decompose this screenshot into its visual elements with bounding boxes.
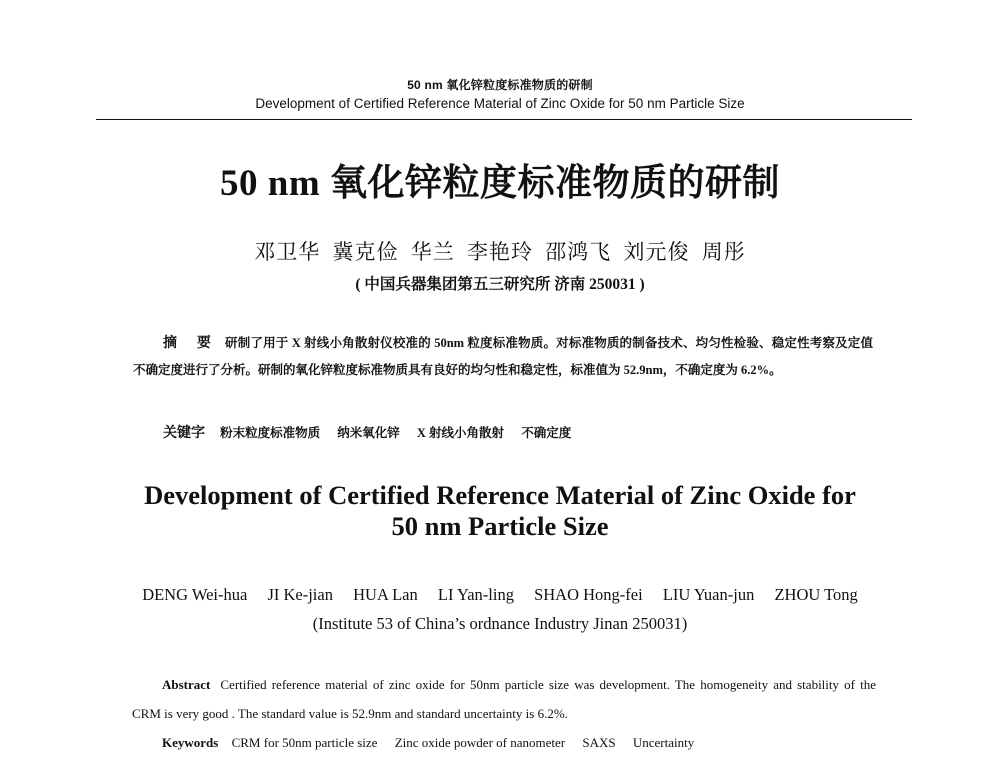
abstract-zh-label: 摘 要 bbox=[163, 336, 220, 351]
keyword-en: CRM for 50nm particle size bbox=[231, 735, 378, 750]
keyword-en: SAXS bbox=[582, 735, 616, 750]
keyword-zh: 不确定度 bbox=[521, 426, 572, 440]
abstract-en-label: Abstract bbox=[162, 677, 211, 692]
author-name: LI Yan-ling bbox=[437, 585, 514, 604]
paper-title-zh: 50 nm 氧化锌粒度标准物质的研制 bbox=[220, 163, 780, 204]
authors-en bbox=[0, 585, 1000, 605]
paper-title-en-line2: 50 nm Particle Size bbox=[391, 511, 609, 541]
author-name: DENG Wei-hua bbox=[142, 585, 248, 604]
abstract-zh bbox=[133, 330, 873, 384]
authors-zh: 邓卫华 冀克俭 华兰 李艳玲 邵鸿飞 刘元俊 周彤 bbox=[254, 240, 746, 264]
author-name: ZHOU Tong bbox=[774, 585, 858, 604]
keyword-zh: X 射线小角散射 bbox=[416, 426, 505, 440]
header-rule bbox=[96, 119, 912, 120]
abstract-en bbox=[132, 670, 876, 728]
author-name: SHAO Hong-fei bbox=[534, 585, 643, 604]
affiliation-en: (Institute 53 of China’s ordnance Industry Jinan 250031) bbox=[312, 614, 688, 633]
abstract-zh-text: 研制了用于 X 射线小角散射仪校准的 50nm 粒度标准物质。对标准物质的制备技术、均匀性检验、稳定性考察及定值不确定度进行了分析。研制的氧化锌粒度标准物质具有良好的均匀性和稳定性，标准值为 52.9nm，不确定度为 6.2%。 bbox=[133, 336, 873, 377]
paper-title-en bbox=[0, 480, 1000, 542]
keyword-zh: 粉末粒度标准物质 bbox=[220, 426, 321, 440]
keywords-zh bbox=[133, 420, 903, 447]
author-name: JI Ke-jian bbox=[267, 585, 333, 604]
paper-title-en-line1: Development of Certified Reference Material of Zinc Oxide for bbox=[144, 480, 856, 510]
keyword-en: Zinc oxide powder of nanometer bbox=[394, 735, 566, 750]
affiliation-zh: ( 中国兵器集团第五三研究所 济南 250031 ) bbox=[355, 276, 645, 293]
abstract-en-text: Certified reference material of zinc oxide for 50nm particle size was development. The homogeneity and stability of the CRM is very good . The standard value is 52.9nm and standard uncertainty is 6.2%. bbox=[132, 677, 876, 721]
keywords-en-label: Keywords bbox=[162, 735, 219, 750]
author-name: LIU Yuan-jun bbox=[662, 585, 755, 604]
keywords-zh-label: 关键字 bbox=[163, 426, 205, 441]
keyword-en: Uncertainty bbox=[632, 735, 695, 750]
author-name: HUA Lan bbox=[353, 585, 418, 604]
running-header-zh: 50 nm 氧化锌粒度标准物质的研制 bbox=[407, 78, 593, 92]
keywords-en bbox=[132, 728, 906, 757]
keyword-zh: 纳米氧化锌 bbox=[337, 426, 400, 440]
running-header-en: Development of Certified Reference Material of Zinc Oxide for 50 nm Particle Size bbox=[255, 96, 745, 111]
